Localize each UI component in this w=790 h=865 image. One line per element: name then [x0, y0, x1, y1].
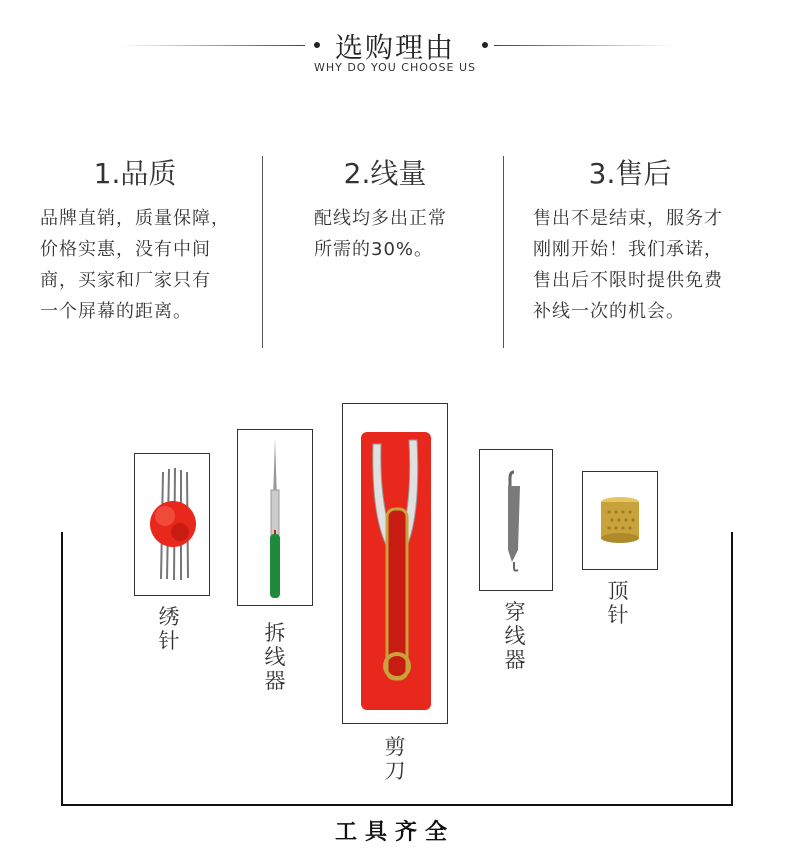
tools-complete-title: 工具齐全 [334, 819, 455, 845]
seam-ripper-icon [238, 430, 312, 605]
tool-frame-ripper [237, 429, 313, 606]
header-line-right [494, 45, 674, 46]
reason-title-quality: 1.品质 [93, 157, 177, 190]
tool-label-needles: 绣针 [158, 605, 180, 653]
reason-title-thread: 2.线量 [343, 157, 427, 190]
page-title: 选购理由 [334, 31, 455, 64]
tool-label-thimble: 顶针 [607, 579, 629, 627]
tool-frame-scissors [342, 403, 448, 724]
reason-text-aftersales: 售出不是结束，服务才 刚刚开始！我们承诺， 售出后不限时提供免费 补线一次的机会。 [533, 208, 723, 322]
tool-label-ripper: 拆线器 [264, 621, 286, 693]
tool-frame-thimble [582, 471, 658, 570]
scissors-icon [343, 404, 447, 723]
divider-2 [503, 156, 504, 348]
page-subtitle: WHY DO YOU CHOOSE US [313, 61, 477, 74]
embroidery-needles-icon [135, 454, 209, 595]
needle-threader-icon [480, 450, 552, 590]
reason-text-thread: 配线均多出正常 所需的30%。 [314, 208, 447, 260]
tool-label-threader: 穿线器 [504, 600, 526, 672]
tool-frame-needles [134, 453, 210, 596]
reason-text-quality: 品牌直销，质量保障， 价格实惠，没有中间 商，买家和厂家只有 一个屏幕的距离。 [40, 208, 230, 322]
thimble-icon [583, 472, 657, 569]
tool-label-scissors: 剪刀 [384, 735, 406, 783]
header-dot-right [482, 42, 488, 48]
reason-title-aftersales: 3.售后 [588, 157, 672, 190]
divider-1 [262, 156, 263, 348]
tool-frame-threader [479, 449, 553, 591]
